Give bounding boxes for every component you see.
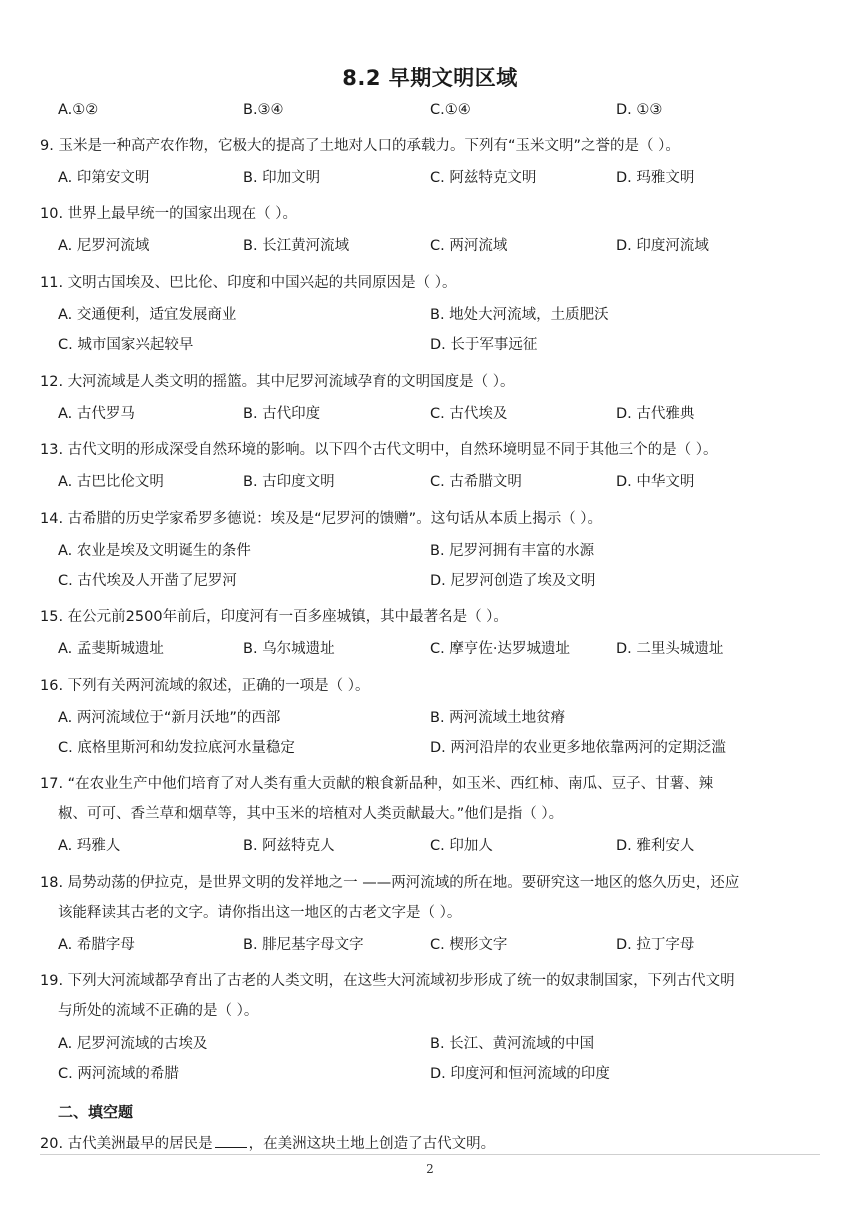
q17-option-a: A. 玛雅人 [58, 838, 121, 854]
q16-stem: 16. 下列有关两河流域的叙述，正确的一项是（ ）。 [40, 678, 370, 694]
q15-option-b: B. 乌尔城遗址 [243, 641, 335, 657]
q19-option-d: D. 印度河和恒河流域的印度 [430, 1066, 610, 1082]
q13-option-a: A. 古巴比伦文明 [58, 474, 164, 490]
q11-stem: 11. 文明古国埃及、巴比伦、印度和中国兴起的共同原因是（ ）。 [40, 275, 457, 291]
q14-stem: 14. 古希腊的历史学家希罗多德说：埃及是“尼罗河的馈赠”。这句话从本质上揭示（ ）。 [40, 511, 603, 527]
q19-option-c: C. 两河流域的希腊 [58, 1066, 179, 1082]
q16-option-c: C. 底格里斯河和幼发拉底河水量稳定 [58, 740, 295, 756]
q13-option-d: D. 中华文明 [616, 474, 695, 490]
q16-options-row2 [0, 737, 860, 759]
q19-option-a: A. 尼罗河流域的古埃及 [58, 1036, 208, 1052]
q18-stem-line2: 该能释读其古老的文字。请你指出这一地区的古老文字是（ ）。 [58, 905, 462, 921]
q18-options [0, 934, 860, 956]
q18-option-b: B. 腓尼基字母文字 [243, 937, 364, 953]
q19-option-b: B. 长江、黄河流域的中国 [430, 1036, 595, 1052]
q13-option-b: B. 古印度文明 [243, 474, 335, 490]
q8-options [0, 99, 860, 121]
q9-option-a: A. 印第安文明 [58, 170, 150, 186]
q18-option-d: D. 拉丁字母 [616, 937, 695, 953]
q9-option-c: C. 阿兹特克文明 [430, 170, 537, 186]
q9-options [0, 167, 860, 189]
q15-option-a: A. 孟斐斯城遗址 [58, 641, 164, 657]
q11-option-a: A. 交通便利，适宜发展商业 [58, 307, 237, 323]
q11-option-b: B. 地处大河流域，土质肥沃 [430, 307, 609, 323]
q14-option-b: B. 尼罗河拥有丰富的水源 [430, 543, 595, 559]
q12-options [0, 403, 860, 425]
q8-option-d: D. ①③ [616, 102, 663, 118]
section-heading: 二、填空题 [58, 1103, 134, 1121]
q17-option-d: D. 雅利安人 [616, 838, 695, 854]
q18-option-c: C. 楔形文字 [430, 937, 508, 953]
q10-option-a: A. 尼罗河流域 [58, 238, 150, 254]
q12-stem: 12. 大河流域是人类文明的摇篮。其中尼罗河流域孕育的文明国度是（ ）。 [40, 374, 515, 390]
q10-option-b: B. 长江黄河流域 [243, 238, 350, 254]
q11-option-c: C. 城市国家兴起较早 [58, 337, 194, 353]
q15-stem: 15. 在公元前2500年前后，印度河有一百多座城镇，其中最著名是（ ）。 [40, 609, 508, 625]
q20-stem-pre: 20. 古代美洲最早的居民是 [40, 1136, 213, 1152]
q19-stem-line2: 与所处的流域不正确的是（ ）。 [58, 1003, 259, 1019]
q20-stem-post: ，在美洲这块土地上创造了古代文明。 [248, 1136, 496, 1152]
q17-options [0, 835, 860, 857]
page-number: 2 [426, 1162, 434, 1176]
q15-options [0, 638, 860, 660]
q18-stem-line1: 18. 局势动荡的伊拉克，是世界文明的发祥地之一 ——两河流域的所在地。要研究这一地区的悠久历史，还应 [40, 875, 740, 891]
q14-option-c: C. 古代埃及人开凿了尼罗河 [58, 573, 237, 589]
q17-option-b: B. 阿兹特克人 [243, 838, 335, 854]
q9-stem: 9. 玉米是一种高产农作物，它极大的提高了土地对人口的承载力。下列有“玉米文明”之誉的是（ ）。 [40, 138, 680, 154]
q16-option-b: B. 两河流域土地贫瘠 [430, 710, 566, 726]
q12-option-d: D. 古代雅典 [616, 406, 695, 422]
page-title: 8.2 早期文明区域 [342, 66, 518, 90]
q15-option-d: D. 二里头城遗址 [616, 641, 724, 657]
q11-options-row2 [0, 334, 860, 356]
q20-stem [40, 1133, 495, 1155]
q13-options [0, 471, 860, 493]
q16-option-a: A. 两河流域位于“新月沃地”的西部 [58, 710, 281, 726]
q11-options-row1 [0, 304, 860, 326]
q10-option-d: D. 印度河流域 [616, 238, 709, 254]
q9-option-b: B. 印加文明 [243, 170, 321, 186]
q9-option-d: D. 玛雅文明 [616, 170, 695, 186]
q17-option-c: C. 印加人 [430, 838, 493, 854]
footer-divider [40, 1154, 820, 1155]
q13-option-c: C. 古希腊文明 [430, 474, 522, 490]
q15-option-c: C. 摩亨佐·达罗城遗址 [430, 641, 570, 657]
q20-answer-blank[interactable] [215, 1133, 247, 1148]
q13-stem: 13. 古代文明的形成深受自然环境的影响。以下四个古代文明中，自然环境明显不同于其他三个的是（ ）。 [40, 442, 718, 458]
q16-option-d: D. 两河沿岸的农业更多地依靠两河的定期泛滥 [430, 740, 726, 756]
q14-option-a: A. 农业是埃及文明诞生的条件 [58, 543, 251, 559]
q17-stem-line2: 椒、可可、香兰草和烟草等，其中玉米的培植对人类贡献最大。”他们是指（ ）。 [58, 806, 564, 822]
q12-option-b: B. 古代印度 [243, 406, 321, 422]
q18-option-a: A. 希腊字母 [58, 937, 135, 953]
q11-option-d: D. 长于军事远征 [430, 337, 538, 353]
q10-stem: 10. 世界上最早统一的国家出现在（ ）。 [40, 206, 298, 222]
q14-option-d: D. 尼罗河创造了埃及文明 [430, 573, 596, 589]
q17-stem-line1: 17. “在农业生产中他们培育了对人类有重大贡献的粮食新品种，如玉米、西红柿、南瓜、豆子、甘薯、辣 [40, 776, 714, 792]
q14-options-row2 [0, 570, 860, 592]
q8-option-b: B.③④ [243, 102, 284, 118]
q14-options-row1 [0, 540, 860, 562]
q19-options-row2 [0, 1063, 860, 1085]
q19-options-row1 [0, 1033, 860, 1055]
q8-option-c: C.①④ [430, 102, 471, 118]
q12-option-a: A. 古代罗马 [58, 406, 135, 422]
q19-stem-line1: 19. 下列大河流域都孕育出了古老的人类文明，在这些大河流域初步形成了统一的奴隶制国家，下列古代文明 [40, 973, 735, 989]
q10-option-c: C. 两河流域 [430, 238, 508, 254]
q16-options-row1 [0, 707, 860, 729]
q12-option-c: C. 古代埃及 [430, 406, 508, 422]
q10-options [0, 235, 860, 257]
q8-option-a: A.①② [58, 102, 99, 118]
